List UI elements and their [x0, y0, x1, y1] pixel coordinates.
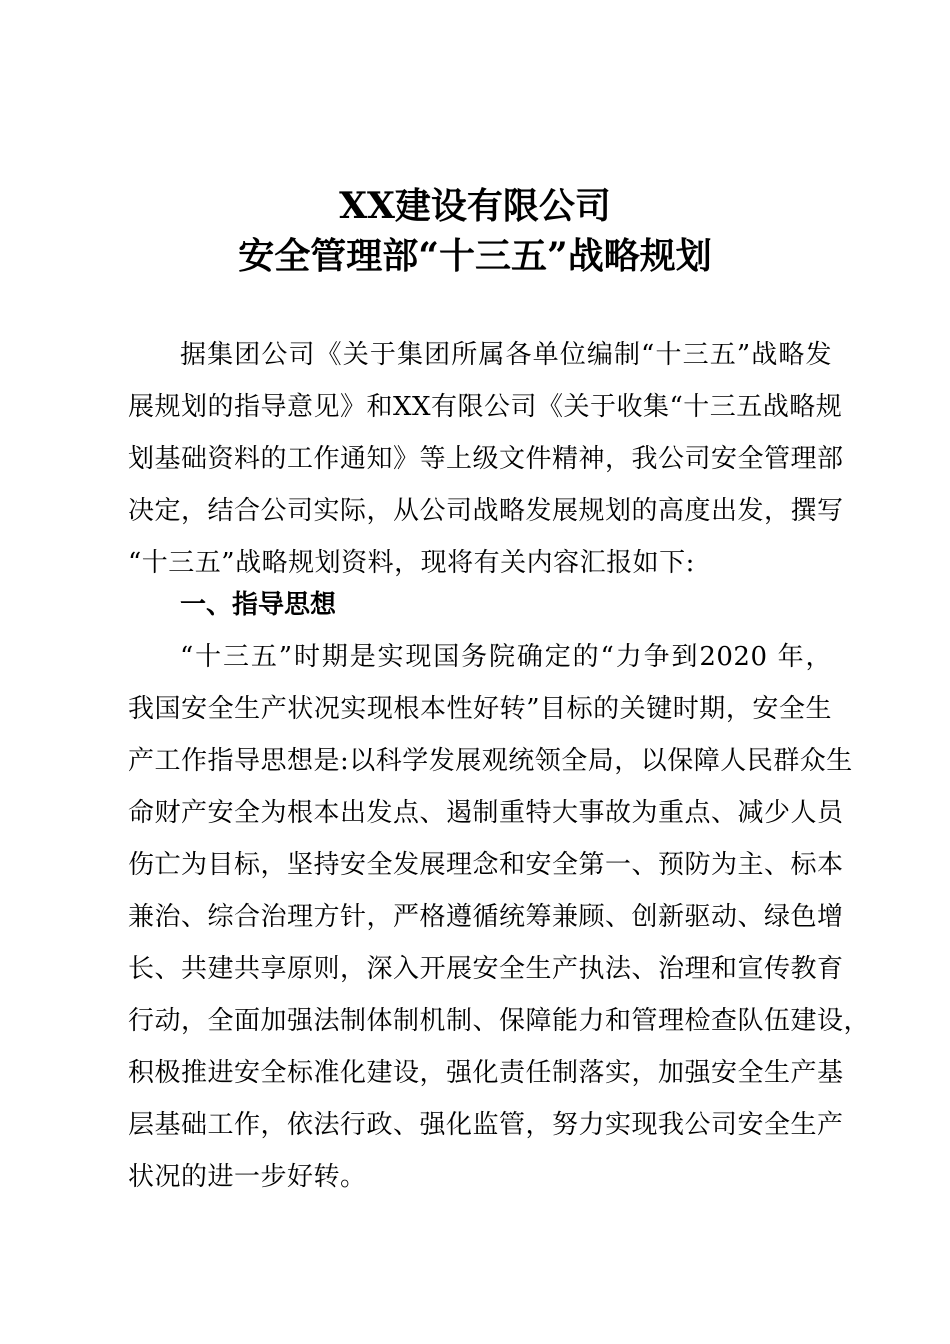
section-line: 行动，全面加强法制体制机制、保障能力和管理检查队伍建设， — [128, 1006, 871, 1036]
section-line: 命财产安全为根本出发点、遏制重特大事故为重点、减少人员 — [128, 798, 844, 828]
intro-line: 展规划的指导意见》和XX有限公司《关于收集“十三五战略规 — [128, 392, 843, 422]
intro-line: “十三五”战略规划资料，现将有关内容汇报如下: — [128, 548, 695, 578]
section-heading-guiding-thought: 一、指导思想 — [180, 590, 337, 620]
section-line: 层基础工作，依法行政、强化监管，努力实现我公司安全生产 — [128, 1110, 844, 1140]
section-line: 产工作指导思想是:以科学发展观统领全局，以保障人民群众生 — [128, 746, 853, 776]
section-line: 状况的进一步好转。 — [128, 1162, 367, 1192]
section-line: 我国安全生产状况实现根本性好转”目标的关键时期，安全生 — [128, 694, 832, 724]
document-title-plan: 安全管理部“十三五”战略规划 — [238, 235, 712, 277]
section-line: 伤亡为目标，坚持安全发展理念和安全第一、预防为主、标本 — [128, 850, 844, 880]
document-title-company: XX建设有限公司 — [339, 185, 611, 227]
section-line: 积极推进安全标准化建设，强化责任制落实，加强安全生产基 — [128, 1058, 844, 1088]
intro-line: 划基础资料的工作通知》等上级文件精神，我公司安全管理部 — [128, 444, 844, 474]
section-line: “十三五”时期是实现国务院确定的“力争到2020 年， — [180, 642, 832, 672]
intro-line: 据集团公司《关于集团所属各单位编制“十三五”战略发 — [180, 340, 832, 370]
intro-line: 决定，结合公司实际，从公司战略发展规划的高度出发，撰写 — [128, 496, 844, 526]
section-line: 兼治、综合治理方针，严格遵循统筹兼顾、创新驱动、绿色增 — [128, 902, 844, 932]
section-line: 长、共建共享原则，深入开展安全生产执法、治理和宣传教育 — [128, 954, 844, 984]
